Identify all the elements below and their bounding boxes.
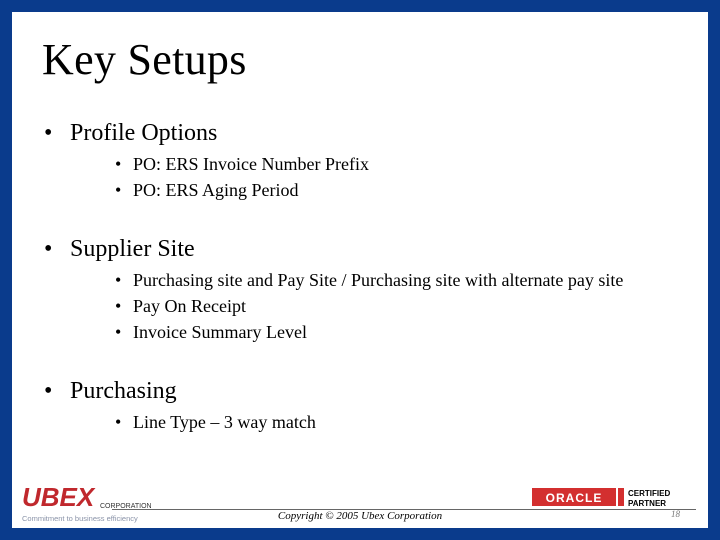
bullet-dot: • xyxy=(44,120,53,146)
section-heading xyxy=(44,236,195,263)
bullet-dot: • xyxy=(115,270,122,290)
section-heading-text: Profile Options xyxy=(70,120,218,146)
list-item-text: PO: ERS Invoice Number Prefix xyxy=(133,154,369,174)
list-item xyxy=(115,180,299,201)
list-item-text: Purchasing site and Pay Site / Purchasing site with alternate pay site xyxy=(133,270,624,290)
section-heading xyxy=(44,378,177,405)
bullet-dot: • xyxy=(115,412,122,432)
oracle-logo-name: ORACLE xyxy=(545,491,603,505)
oracle-logo-bar xyxy=(618,488,624,506)
section-heading-text: Purchasing xyxy=(70,378,177,404)
slide-canvas xyxy=(12,12,708,528)
section-heading xyxy=(44,120,217,147)
list-item xyxy=(115,412,316,433)
bullet-dot: • xyxy=(44,378,53,404)
oracle-certified-partner-logo xyxy=(532,482,682,510)
copyright-text: Copyright © 2005 Ubex Corporation xyxy=(277,510,443,522)
list-item xyxy=(115,270,623,291)
section-heading-text: Supplier Site xyxy=(70,236,195,262)
list-item-text: Invoice Summary Level xyxy=(133,322,307,342)
oracle-badge-line1: CERTIFIED xyxy=(628,489,671,498)
list-item xyxy=(115,296,246,317)
bullet-dot: • xyxy=(115,154,122,174)
list-item xyxy=(115,322,307,343)
ubex-logo-sub: CORPORATION xyxy=(100,503,152,510)
slide-title: Key Setups xyxy=(42,35,247,84)
oracle-badge-line2: PARTNER xyxy=(628,499,667,508)
page-number: 18 xyxy=(671,509,680,519)
ubex-logo-brand: UBEX xyxy=(22,482,95,512)
list-item xyxy=(115,154,369,175)
ubex-logo-tagline: Commitment to business efficiency xyxy=(22,514,138,523)
list-item-text: PO: ERS Aging Period xyxy=(133,180,299,200)
list-item-text: Line Type – 3 way match xyxy=(133,412,316,432)
bullet-dot: • xyxy=(115,296,122,316)
bullet-dot: • xyxy=(115,322,122,342)
bullet-dot: • xyxy=(115,180,122,200)
list-item-text: Pay On Receipt xyxy=(133,296,246,316)
bullet-dot: • xyxy=(44,236,53,262)
